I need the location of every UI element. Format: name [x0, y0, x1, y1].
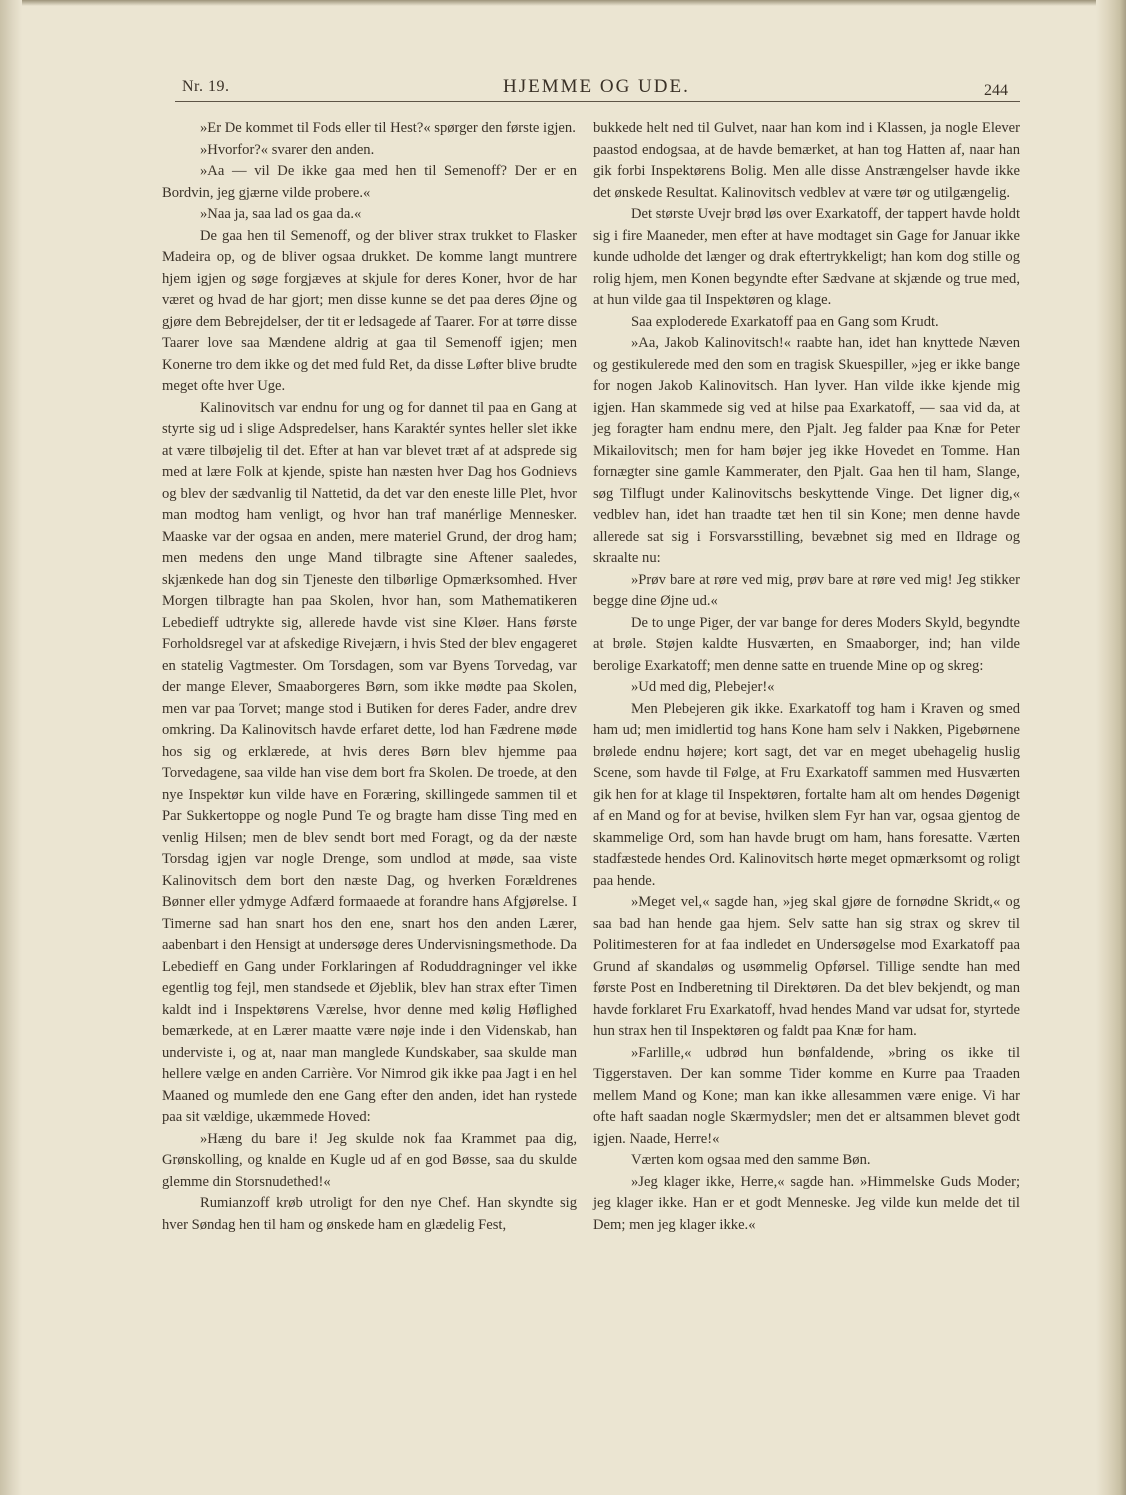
page-top-edge [0, 0, 1126, 6]
paragraph: »Hvorfor?« svarer den anden. [200, 141, 375, 158]
page-spine-shadow [0, 0, 22, 1495]
paragraph: »Farlille,« udbrød hun bønfaldende, »bring os ikke til Tiggerstaven. Der kan somme Tider komme en Kurre paa Traaden mellem Mand og Kone; man kan ikke allesammen være enige. Vi har ofte haft saadan nogle Skærmydsler; men det er altsammen blevet godt igjen. Naade, Herre!« [593, 1044, 1020, 1147]
paragraph: Det største Uvejr brød løs over Exarkatoff, der tappert havde holdt sig i fire Maaneder, men efter at have modtaget sin Gage for Januar ikke kunde udholde det længer og drak eftertrykkeligt; han kom dog stille og rolig hjem, men Konen begyndte efter Sædvane at skjænde og true med, at hun vilde gaa til Inspektøren og klage. [593, 206, 1020, 308]
paragraph: De gaa hen til Semenoff, og der bliver strax trukket to Flasker Madeira op, og de bliver ogsaa drukket. De komme langt muntrere hjem igjen og søge forgjæves at skjule for deres Koner, hvor de har været og hvad de har gjort; men disse kunne se det paa deres Øjne og gjøre dem Bebrejdelser, der tit er ledsagede af Taarer. For at tørre disse Taarer love saa Mændene aldrig at gaa til Semenoff igjen; men Konerne tro dem ikke og det med fuld Ret, da disse Løfter blive brudte meget ofte hver Uge. [162, 227, 577, 394]
paragraph: Værten kom ogsaa med den samme Bøn. [631, 1152, 871, 1168]
paragraph: »Ud med dig, Plebejer!« [631, 679, 775, 695]
page-right-edge [1096, 0, 1126, 1495]
paragraph: »Jeg klager ikke, Herre,« sagde han. »Himmelske Guds Moder; jeg klager ikke. Han er et godt Menneske. Jeg vilde kun melde det til Dem; men jeg klager ikke.« [593, 1173, 1020, 1233]
paragraph: De to unge Piger, der var bange for deres Moders Skyld, begyndte at brøle. Støjen kaldte Husværten, en Smaaborger, ind; han vilde berolige Exarkatoff; men denne satte en truende Mine op og skreg: [593, 614, 1020, 674]
journal-title: HJEMME OG UDE. [503, 76, 690, 97]
issue-number: Nr. 19. [182, 78, 230, 95]
paragraph: »Aa, Jakob Kalinovitsch!« raabte han, idet han knyttede Næven og gestikulerede med den som en tragisk Skuespiller, »jeg er ikke bange for nogen Jakob Kalinovitsch. Han lyver. Han vilde ikke kjende mig igjen. Han skammede sig ved at hilse paa Exarkatoff, — saa vid da, at jeg foragter ham endnu mere, den Pjalt. Jeg falder paa Knæ for Peter Mikailovitsch; men for ham bøjer jeg ikke Hovedet en Tomme. Han fornægter sine gamle Kammerater, den Pjalt. Gaa hen til ham, Slange, søg Tilflugt under Kalinovitschs beskyttende Vinge. Det ligner dig,« vedblev han, idet han traadte tæt hen til sin Kone; men denne havde allerede sat sig i Forsvarsstilling, bevæbnet sig med en Ildrage og skraalte nu: [593, 335, 1020, 566]
left-column [162, 118, 577, 1236]
paragraph: Men Plebejeren gik ikke. Exarkatoff tog ham i Kraven og smed ham ud; men imidlertid tog hans Kone ham selv i Nakken, Pigebørnene brølede endnu højere; kort sagt, det var en meget ubehagelig huslig Scene, som havde til Følge, at Fru Exarkatoff sammen med Husværten gik hen for at klage til Inspektøren, fortalte ham alt om hendes Døgenigt af en Mand og for at bevise, hvilken slem Fyr han var, ogsaa gjentog de skammelige Ord, som han havde brugt om ham, hans foresatte. Værten stadfæstede hendes Ord. Kalinovitsch hørte meget opmærksomt og roligt paa hende. [593, 700, 1020, 889]
paragraph: »Meget vel,« sagde han, »jeg skal gjøre de fornødne Skridt,« og saa bad han hende gaa hjem. Selv satte han sig strax og skrev til Politimesteren for at faa indledet en Undersøgelse mod Exarkatoff paa Grund af skandaløs og usømmelig Opførsel. Tillige sendte han med første Post en Indberetning til Direktøren. Da det blev bekjendt, og man havde forklaret Fru Exarkatoff, hvad hendes Mand var udsat for, styrtede hun strax hen til Inspektøren og faldt paa Knæ for ham. [593, 894, 1020, 1039]
paragraph: »Er De kommet til Fods eller til Hest?« spørger den første igjen. [200, 120, 576, 136]
paragraph: »Naa ja, saa lad os gaa da.« [200, 206, 362, 222]
paragraph: Rumianzoff krøb utroligt for den nye Chef. Han skyndte sig hver Søndag hen til ham og ønskede ham en glædelig Fest, [162, 1195, 577, 1233]
right-column [593, 118, 1020, 1236]
page-number: 244 [984, 82, 1008, 99]
paragraph: »Hæng du bare i! Jeg skulde nok faa Krammet paa dig, Grønskolling, og knalde en Kugle ud af en god Bøsse, saa du skulde glemme din Storsnudethed!« [162, 1130, 577, 1190]
paragraph: »Prøv bare at røre ved mig, prøv bare at røre ved mig! Jeg stikker begge dine Øjne ud.« [593, 571, 1020, 609]
running-header [175, 76, 1020, 106]
paragraph: »Aa — vil De ikke gaa med hen til Semenoff? Der er en Bordvin, jeg gjærne vilde probere.« [162, 163, 577, 201]
header-rule [175, 101, 1020, 102]
paragraph: Kalinovitsch var endnu for ung og for dannet til paa en Gang at styrte sig ud i slige Adspredelser, hans Karaktér syntes heller slet ikke at være tilbøjelig til det. Efter at han var blevet træt af at adsprede sig med at lære Folk at kjende, spiste han næsten hver Dag hos Godnievs og blev der sædvanlig til Nattetid, da det var den eneste lille Plet, hvor man modtog ham venligt, og hvor han traf manérlige Mennesker. Maaske var der ogsaa en anden, mere materiel Grund, der drog ham; men medens den unge Mand tilbragte sine Aftener saaledes, skjænkede han dog sin Tjeneste den tilbørlige Opmærksomhed. Hver Morgen tilbragte han paa Skolen, hvor han, som Mathematikeren Lebedieff udtrykte sig, allerede havde vist sine Kløer. Hans første Forholdsregel var at afskedige Rivejærn, i hvis Sted der blev engageret en statelig Vagtmester. Om Torsdagen, som var Byens Torvedag, var der mange Elever, Smaaborgeres Børn, som ikke mødte paa Skolen, men var paa Torvet; mange stod i Butiken for deres Fader, andre drev omkring. Da Kalinovitsch havde erfaret dette, lod han Fædrene møde hos sig og erklærede, at hvis deres Børn blev hjemme paa Torvedagene, saa vilde han vise dem bort fra Skolen. De troede, at den nye Inspektør kun vilde have en Foræring, skillingede sammen til et Par Sukkertoppe og nogle Pund Te og bragte ham disse Ting med en venlig Hilsen; men de blev sendt bort med Foragt, og da der næste Torsdag igjen var nogle Drenge, som undlod at møde, saa viste Kalinovitsch dem bort den næste Dag, og hverken Forældrenes Bønner eller ydmyge Adfærd formaaede at forandre hans Afgjørelse. I Timerne sad han snart hos den ene, snart hos den anden Lærer, aabenbart i den Hensigt at undersøge deres Undervisningsmethode. Da Lebedieff en Gang under Forklaringen af Roduddragninger vel ikke egentlig tog fejl, men standsede et Øjeblik, blev han strax efter Timen kaldt ind i Inspektørens Værelse, hvor denne med kølig Høflighed bemærkede, at en Lærer maatte være nøje inde i den Videnskab, han underviste i, og at, naar man manglede Kundskaber, saa skulde man hellere vælge en anden Carrière. Vor Nimrod gik ikke paa Jagt i en hel Maaned og mumlede den ene Gang efter den anden, idet han rystede paa sit vældige, ukæmmede Hoved: [162, 399, 577, 1125]
paragraph: Saa exploderede Exarkatoff paa en Gang som Krudt. [631, 313, 939, 330]
paragraph: bukkede helt ned til Gulvet, naar han kom ind i Klassen, ja nogle Elever paastod endogsaa, at de havde bemærket, at han tog Hatten af, naar han gik forbi Inspektørens Bolig. Men alle disse Anstrængelser havde ikke det ønskede Resultat. Kalinovitsch vedblev at være tør og utilgængelig. [593, 120, 1020, 201]
